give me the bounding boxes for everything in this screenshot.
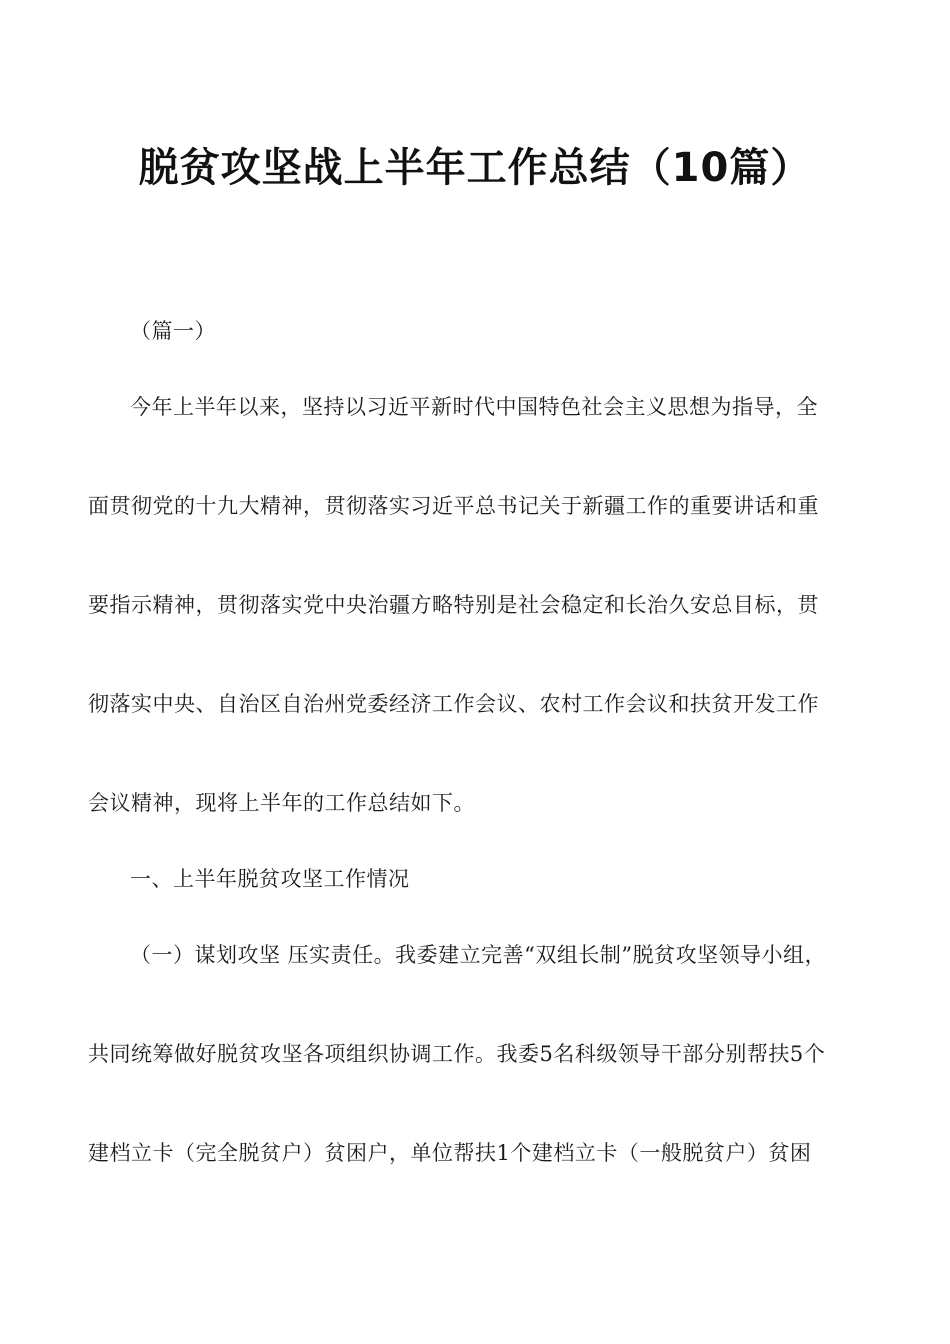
paragraph-line: 彻落实中央、自治区自治州党委经济工作会议、农村工作会议和扶贫开发工作 [88,692,819,716]
paragraph-line: 建档立卡（完全脱贫户）贫困户，单位帮扶1个建档立卡（一般脱贫户）贫困 [88,1141,812,1165]
paragraph-line: 共同统筹做好脱贫攻坚各项组织协调工作。我委5名科级领导干部分别帮扶5个 [88,1042,826,1066]
paragraph-line: （一）谋划攻坚 压实责任。我委建立完善“双组长制”脱贫攻坚领导小组， [130,943,827,967]
paragraph-line: 面贯彻党的十九大精神，贯彻落实习近平总书记关于新疆工作的重要讲话和重 [88,494,819,518]
document-title: 脱贫攻坚战上半年工作总结（10篇） [138,145,812,191]
section-label: （篇一） [130,319,216,343]
paragraph-line: 要指示精神，贯彻落实党中央治疆方略特别是社会稳定和长治久安总目标，贯 [88,593,819,617]
section-heading: 一、上半年脱贫攻坚工作情况 [130,867,410,891]
paragraph-line: 今年上半年以来，坚持以习近平新时代中国特色社会主义思想为指导，全 [130,395,818,419]
paragraph-line: 会议精神，现将上半年的工作总结如下。 [88,791,475,815]
